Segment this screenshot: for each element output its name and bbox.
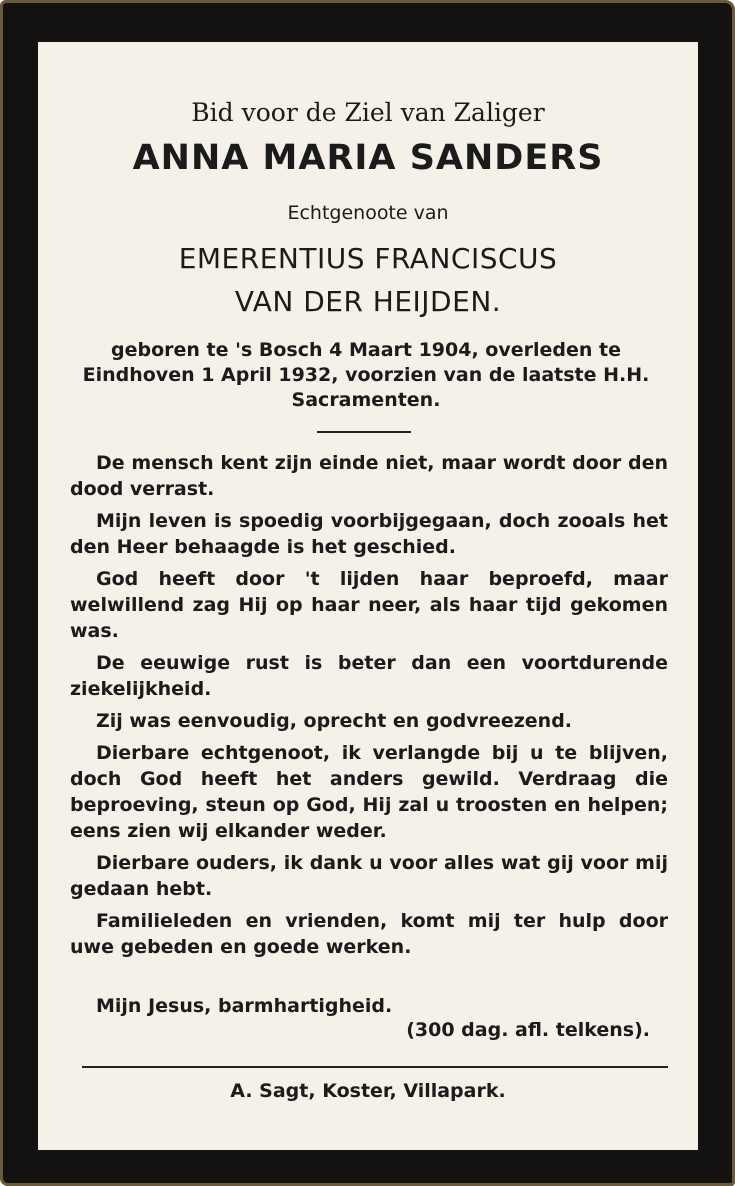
spouse-name-line-1: EMERENTIUS FRANCISCUS bbox=[178, 242, 558, 275]
verse: Dierbare echtgenoot, ik verlangde bij u te blijven, doch God heeft het anders gewild. Verdraag die beproeving, steun op God, Hij zal u troosten en helpen; eens zien wij elkander weder. bbox=[70, 742, 668, 842]
verse: God heeft door 't lijden haar beproefd, maar welwillend zag Hij op haar neer, als haar tijd gekomen was. bbox=[70, 568, 668, 642]
prayer-line: Bid voor de Ziel van Zaliger bbox=[191, 98, 545, 127]
deceased-name: ANNA MARIA SANDERS bbox=[132, 138, 604, 178]
verse: Zij was eenvoudig, oprecht en godvreezend. bbox=[96, 710, 573, 732]
verse: De eeuwige rust is beter dan een voortdurende ziekelijkheid. bbox=[70, 652, 668, 700]
verse: Mijn leven is spoedig voorbijgegaan, doch zooals het den Heer behaagde is het geschied. bbox=[70, 510, 668, 558]
divider-short bbox=[317, 431, 411, 433]
closing-prayer-block bbox=[70, 994, 668, 1042]
card-panel bbox=[38, 42, 698, 1150]
verse: Familieleden en vrienden, komt mij ter hulp door uwe gebeden en goede werken. bbox=[70, 910, 668, 958]
divider-long bbox=[82, 1066, 668, 1068]
verse: Dierbare ouders, ik dank u voor alles wat gij voor mij gedaan hebt. bbox=[70, 852, 668, 900]
footer-credit: A. Sagt, Koster, Villapark. bbox=[230, 1080, 506, 1102]
spouse-label: Echtgenoote van bbox=[287, 202, 449, 224]
verses bbox=[70, 450, 668, 966]
verse: De mensch kent zijn einde niet, maar wordt door den dood verrast. bbox=[70, 452, 668, 500]
closing-prayer: Mijn Jesus, barmhartigheid. bbox=[96, 995, 393, 1017]
biography: geboren te 's Bosch 4 Maart 1904, overleden te Eindhoven 1 April 1932, voorzien van de laatste H.H. Sacramenten. bbox=[82, 339, 650, 411]
spouse-name-line-2: VAN DER HEIJDEN. bbox=[234, 285, 502, 318]
indulgence-note: (300 dag. afl. telkens). bbox=[406, 1019, 650, 1041]
